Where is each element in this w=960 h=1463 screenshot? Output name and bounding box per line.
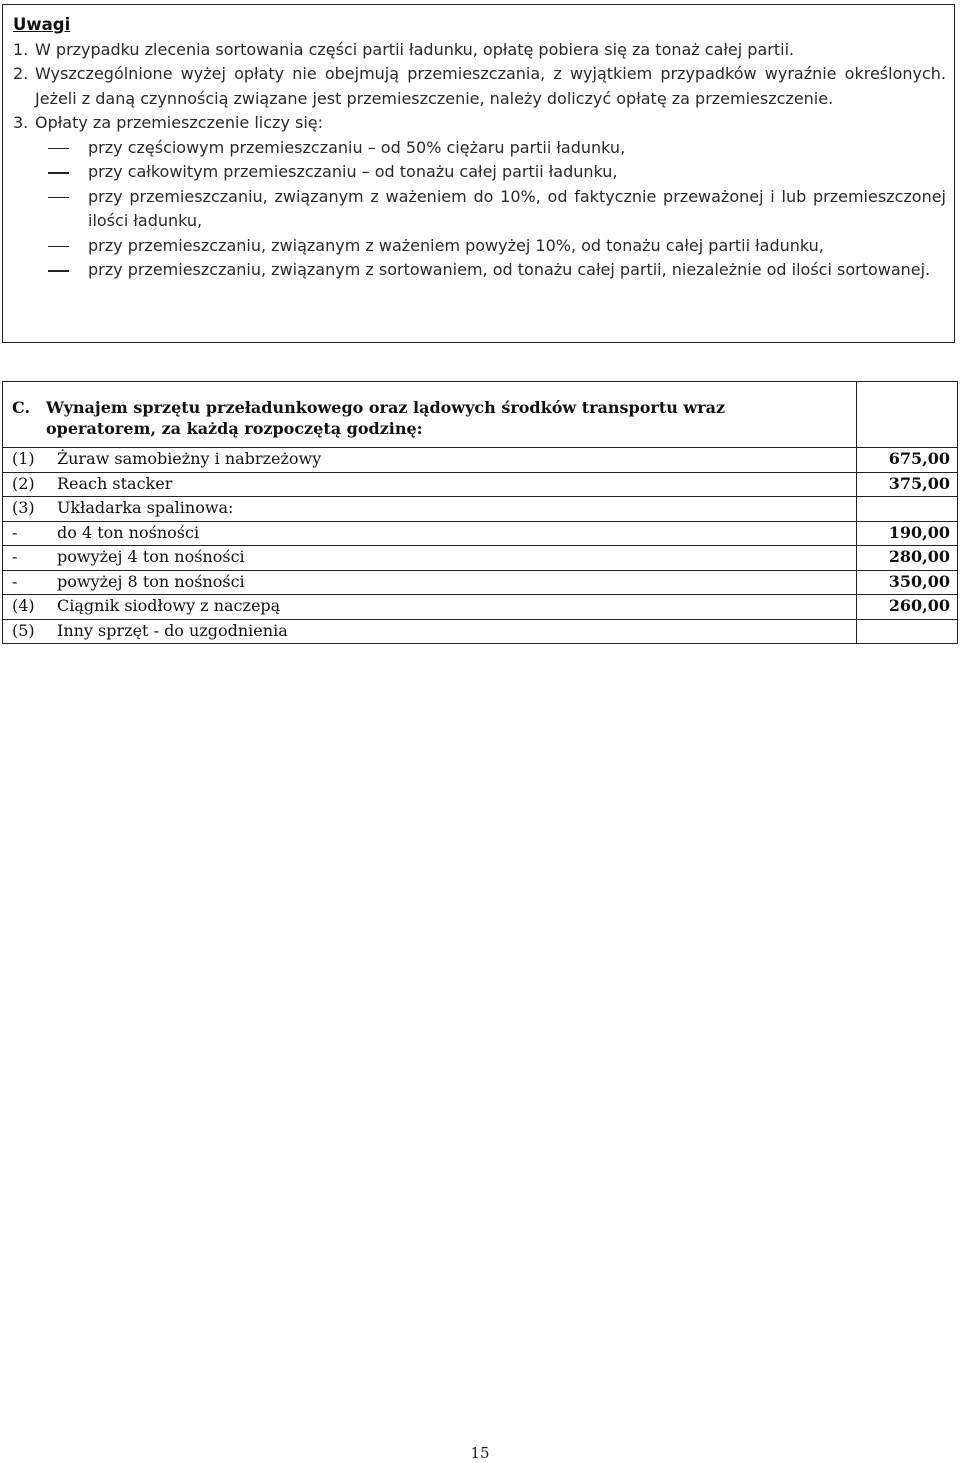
dash-bullet	[48, 234, 88, 259]
item-label: Układarka spalinowa:	[57, 498, 234, 517]
section-title: Wynajem sprzętu przeładunkowego oraz lądowych środków transportu wraz operatorem, za każdą rozpoczętą godzinę:	[46, 398, 726, 438]
table-row	[3, 497, 958, 522]
table-row	[3, 521, 958, 546]
list-item-text: przy przemieszczaniu, związanym z ważeniem do 10%, od faktycznie przeważonej i lub przemieszczonej ilości ładunku,	[88, 186, 946, 230]
item-label: Reach stacker	[57, 473, 173, 493]
item-price	[857, 497, 958, 522]
item-label: Inny sprzęt - do uzgodnienia	[57, 620, 288, 640]
item-cell	[3, 497, 857, 522]
item-number: (4)	[12, 596, 35, 615]
list-item-text: przy przemieszczaniu, związanym z sortowaniem, od tonażu całej partii, niezależnie od ilości sortowanej.	[88, 260, 931, 279]
item-number: (1)	[12, 449, 35, 468]
note-item	[13, 62, 946, 111]
item-label: powyżej 8 ton nośności	[57, 571, 245, 591]
dash-bullet	[48, 258, 88, 283]
item-price: 675,00	[857, 448, 958, 473]
item-cell	[3, 619, 857, 644]
note-text: Wyszczególnione wyżej opłaty nie obejmują przemieszczania, z wyjątkiem przypadków wyraźnie określonych. Jeżeli z daną czynnością związane jest przemieszczenie, należy doliczyć opłatę za przemieszczenie.	[35, 64, 946, 108]
list-item	[48, 234, 946, 259]
item-price: 375,00	[857, 472, 958, 497]
note-item	[13, 111, 946, 136]
item-number: (2)	[12, 473, 35, 493]
item-cell	[3, 448, 857, 473]
item-number: (5)	[12, 620, 35, 640]
item-label: Żuraw samobieżny i nabrzeżowy	[57, 449, 322, 468]
relocation-fee-list	[13, 136, 946, 283]
note-text: W przypadku zlecenia sortowania części partii ładunku, opłatę pobiera się za tonaż całej partii.	[35, 39, 795, 59]
section-letter: C.	[12, 398, 31, 417]
table-row	[3, 595, 958, 620]
dash-bullet	[48, 160, 88, 185]
list-item-text: przy przemieszczaniu, związanym z ważeniem powyżej 10%, od tonażu całej partii ładunku,	[88, 235, 824, 255]
note-text: Opłaty za przemieszczenie liczy się:	[35, 113, 324, 132]
list-item	[48, 136, 946, 161]
item-price: 280,00	[857, 546, 958, 571]
table-row	[3, 448, 958, 473]
note-number: 2.	[13, 64, 29, 83]
notes-box	[2, 4, 955, 343]
item-cell	[3, 595, 857, 620]
item-price: 350,00	[857, 570, 958, 595]
item-number: -	[12, 571, 18, 591]
table-row	[3, 546, 958, 571]
item-number: -	[12, 522, 18, 542]
table-header-row	[3, 382, 958, 448]
list-item-text: przy całkowitym przemieszczaniu – od tonażu całej partii ładunku,	[88, 162, 618, 181]
item-number: -	[12, 547, 18, 566]
item-number: (3)	[12, 498, 35, 517]
table-row	[3, 472, 958, 497]
note-item	[13, 38, 946, 63]
item-price: 190,00	[857, 521, 958, 546]
item-label: powyżej 4 ton nośności	[57, 547, 245, 566]
header-price-cell	[857, 382, 958, 448]
page-number: 15	[470, 1444, 490, 1462]
item-cell	[3, 521, 857, 546]
notes-title: Uwagi	[13, 15, 71, 34]
table-row	[3, 570, 958, 595]
item-label: do 4 ton nośności	[57, 522, 200, 542]
item-label: Ciągnik siodłowy z naczepą	[57, 596, 281, 615]
item-price: 260,00	[857, 595, 958, 620]
list-item-text: przy częściowym przemieszczaniu – od 50% ciężaru partii ładunku,	[88, 137, 626, 157]
list-item	[48, 258, 946, 283]
dash-bullet	[48, 136, 88, 161]
dash-bullet	[48, 185, 88, 234]
list-item	[48, 160, 946, 185]
item-cell	[3, 546, 857, 571]
table-row	[3, 619, 958, 644]
item-cell	[3, 472, 857, 497]
item-price	[857, 619, 958, 644]
item-cell	[3, 570, 857, 595]
note-number: 1.	[13, 39, 29, 59]
note-number: 3.	[13, 113, 29, 132]
list-item	[48, 185, 946, 234]
equipment-rental-table	[2, 381, 958, 644]
section-heading-cell	[3, 382, 857, 448]
